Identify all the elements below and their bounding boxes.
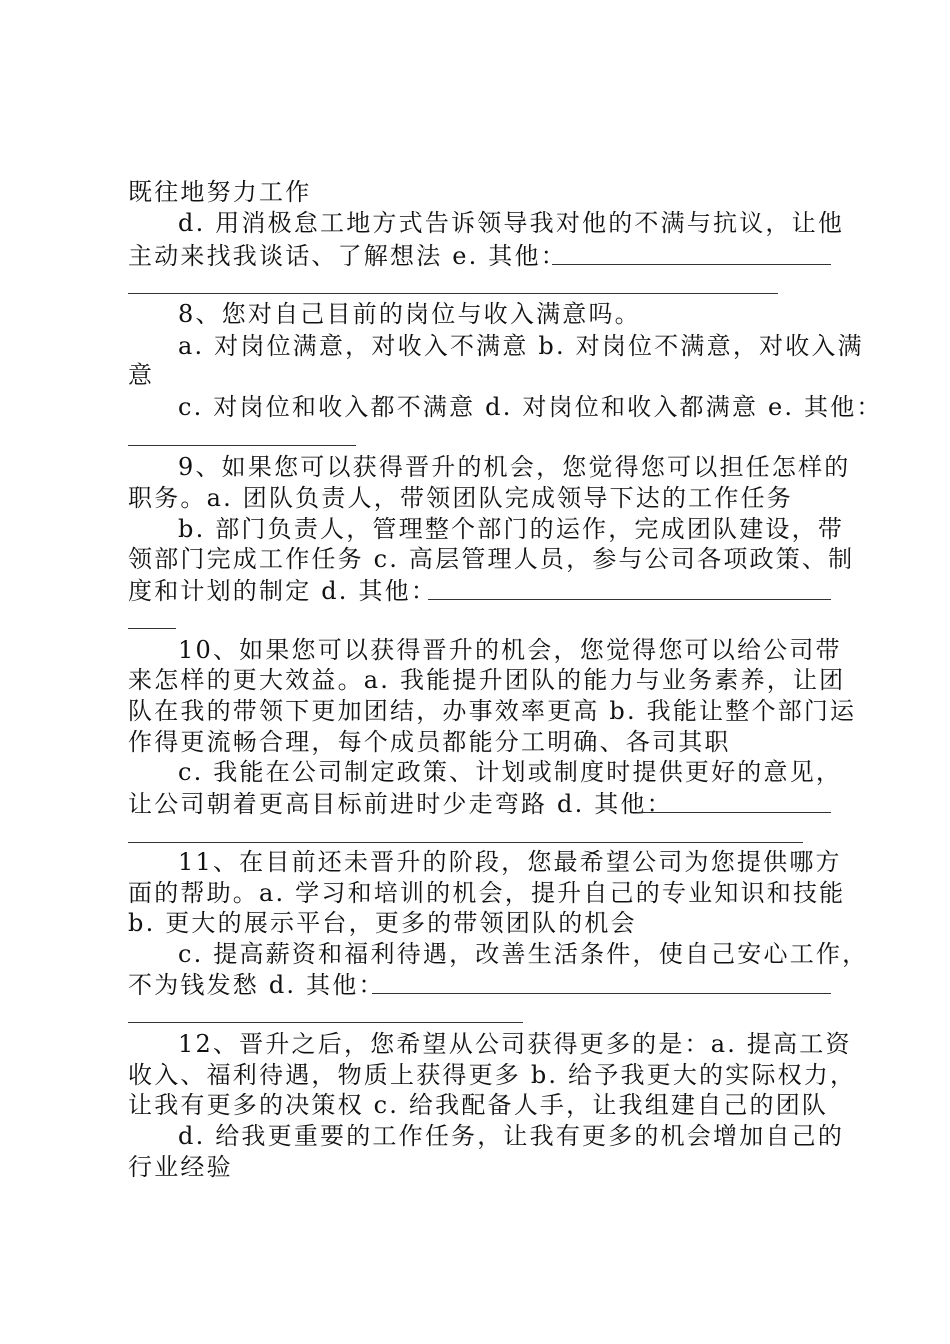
question-9-title: 9、如果您可以获得晋升的机会，您觉得您可以担任怎样的: [178, 453, 851, 481]
text-line: 行业经验: [128, 1153, 233, 1181]
text-line: 职务。a. 团队负责人，带领团队完成领导下达的工作任务: [128, 484, 793, 512]
text-line: 领部门完成工作任务 c. 高层管理人员，参与公司各项政策、制: [128, 545, 855, 573]
option-line: c. 提高薪资和福利待遇，改善生活条件，使自己安心工作，: [178, 940, 869, 968]
question-8-title: 8、您对自己目前的岗位与收入满意吗。: [178, 300, 641, 328]
question-10-title: 10、如果您可以获得晋升的机会，您觉得您可以给公司带: [178, 636, 842, 664]
answer-blank-line: [372, 993, 831, 994]
option-line: c. 我能在公司制定政策、计划或制度时提供更好的意见，: [178, 758, 843, 786]
text-line: 来怎样的更大效益。a. 我能提升团队的能力与业务素养，让团: [128, 666, 846, 694]
answer-blank-line: [552, 264, 831, 265]
option-line: a. 对岗位满意，对收入不满意 b. 对岗位不满意，对收入满: [178, 332, 864, 360]
answer-blank-line: [128, 293, 778, 294]
text-line: 让我有更多的决策权 c. 给我配备人手，让我组建自己的团队: [128, 1091, 829, 1119]
text-line: 主动来找我谈话、了解想法 e. 其他：: [128, 242, 567, 270]
text-line: 收入、福利待遇，物质上获得更多 b. 给予我更大的实际权力，: [128, 1061, 857, 1089]
text-line: 让公司朝着更高目标前进时少走弯路 d. 其他：: [128, 790, 673, 818]
option-line: d. 用消极怠工地方式告诉领导我对他的不满与抗议，让他: [178, 209, 845, 237]
text-line: 意: [128, 361, 155, 389]
answer-blank-line: [128, 1022, 523, 1023]
question-11-title: 11、在目前还未晋升的阶段，您最希望公司为您提供哪方: [178, 848, 842, 876]
question-12-title: 12、晋升之后，您希望从公司获得更多的是：a. 提高工资: [178, 1030, 852, 1058]
answer-blank-line: [128, 628, 176, 629]
text-line: b. 更大的展示平台，更多的带领团队的机会: [128, 909, 637, 937]
answer-blank-line: [428, 599, 831, 600]
option-line: d. 给我更重要的工作任务，让我有更多的机会增加自己的: [178, 1122, 845, 1150]
answer-blank-line: [128, 842, 803, 843]
text-line: 面的帮助。a. 学习和培训的机会，提升自己的专业知识和技能: [128, 879, 846, 907]
text-line: 既往地努力工作: [128, 178, 312, 206]
answer-blank-line: [637, 812, 831, 813]
option-line: c. 对岗位和收入都不满意 d. 对岗位和收入都满意 e. 其他：: [178, 393, 883, 421]
text-line: 作得更流畅合理，每个成员都能分工明确、各司其职: [128, 728, 731, 756]
answer-blank-line: [128, 445, 356, 446]
text-line: 队在我的带领下更加团结，办事效率更高 b. 我能让整个部门运: [128, 697, 857, 725]
text-line: 不为钱发愁 d. 其他：: [128, 971, 385, 999]
text-line: 度和计划的制定 d. 其他：: [128, 577, 438, 605]
option-line: b. 部门负责人，管理整个部门的运作，完成团队建设，带: [178, 515, 845, 543]
